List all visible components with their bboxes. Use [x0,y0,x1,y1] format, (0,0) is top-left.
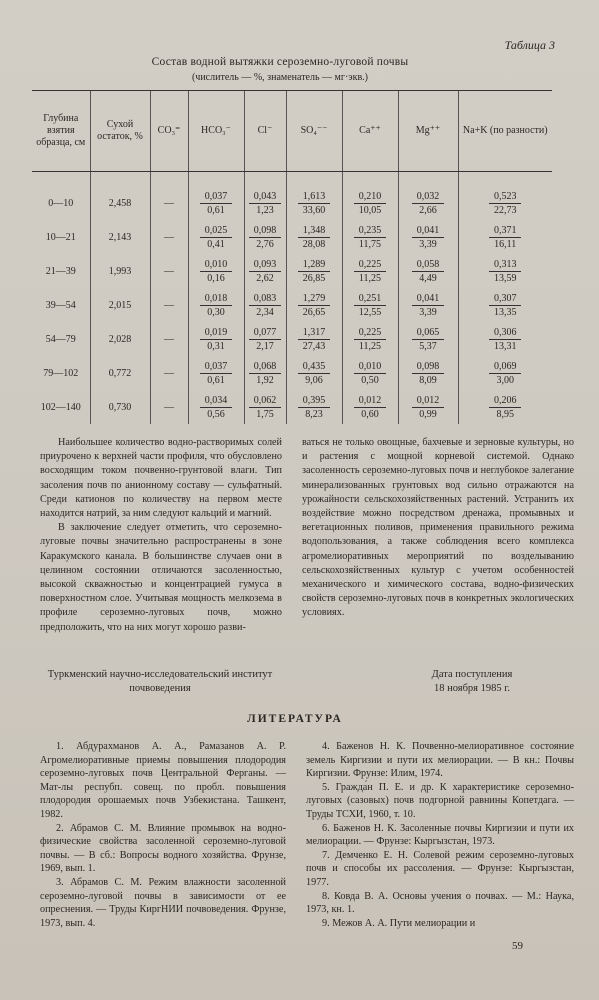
fraction-value [200,190,232,217]
fraction-value [354,360,386,387]
cell-dry: 2,143 [90,220,150,254]
fraction-value [354,224,386,251]
fraction-value [200,394,232,421]
cell-nak [458,322,552,356]
fraction-value [298,292,330,319]
denominator-mg-eq: 0,60 [361,408,379,420]
numerator-percent: 0,313 [489,258,521,272]
fraction-value [412,190,444,217]
numerator-percent: 0,032 [412,190,444,204]
fraction-value [412,258,444,285]
denominator-mg-eq: 4,49 [419,272,437,284]
cell-ca [342,390,398,424]
numerator-percent: 0,098 [412,360,444,374]
cell-cl [244,356,286,390]
cell-so4 [286,322,342,356]
cell-co3: — [150,356,188,390]
denominator-mg-eq: 1,75 [256,408,274,420]
institute-name: Туркменский научно-исследовательский институт почвоведения [47,669,273,694]
denominator-mg-eq: 0,16 [207,272,225,284]
numerator-percent: 0,041 [412,292,444,306]
body-right-column [302,436,574,621]
table-row [32,322,552,356]
denominator-mg-eq: 10,05 [358,204,382,216]
fraction-value [200,360,232,387]
fraction-value [412,326,444,353]
cell-co3: — [150,220,188,254]
column-header: Ca⁺⁺ [342,91,398,172]
numerator-percent: 0,058 [412,258,444,272]
numerator-percent: 0,019 [200,326,232,340]
table-subtitle: (числитель — %, знаменатель — мг·экв.) [191,72,369,83]
cell-nak [458,220,552,254]
cell-nak [458,288,552,322]
fraction-value [412,394,444,421]
numerator-percent: 1,289 [298,258,330,272]
denominator-mg-eq: 3,39 [419,306,437,318]
fraction-value [354,292,386,319]
numerator-percent: 0,018 [200,292,232,306]
reference-entry: 3. Абрамов С. М. Режим влажности засоленной сероземно-луговой почвы в зависимости от ее опреснения. — Труды КиргНИИ почвоведения. Фрунзе, 1973, вып. 4. [40,876,286,929]
table-title: Состав водной вытяжки сероземно-луговой почвы [151,56,409,68]
denominator-mg-eq: 11,75 [358,238,382,250]
denominator-mg-eq: 8,09 [419,374,437,386]
column-header: CO₃⁼ [150,91,188,172]
cell-mg [398,322,458,356]
fraction-value [200,258,232,285]
cell-dry: 0,730 [90,390,150,424]
cell-hco3 [188,172,244,221]
table-row [32,254,552,288]
numerator-percent: 0,012 [354,394,386,408]
fraction-value [298,190,330,217]
table-header-row [32,91,552,172]
numerator-percent: 0,395 [298,394,330,408]
denominator-mg-eq: 33,60 [302,204,326,216]
reference-entry: 1. Абдурахманов А. А., Рамазанов А. Р. Агромелиоративные приемы повышения плодородия сероземно-луговых почв Центральной Ферганы. — Мат-лы респубп. совещ. по пробл. повышения плодородия орошаемых почв Узбекистана. Ташкент, 1982. [40,741,286,820]
cell-so4 [286,288,342,322]
cell-cl [244,254,286,288]
table-row [32,172,552,221]
cell-nak [458,356,552,390]
numerator-percent: 0,371 [489,224,521,238]
denominator-mg-eq: 11,25 [358,272,382,284]
cell-co3: — [150,288,188,322]
numerator-percent: 0,225 [354,258,386,272]
cell-so4 [286,390,342,424]
numerator-percent: 0,077 [249,326,281,340]
denominator-mg-eq: 3,39 [419,238,437,250]
cell-depth: 54—79 [45,333,76,345]
reference-entry: 9. Межов А. А. Пути мелиорации и [322,917,476,929]
table-row [32,390,552,424]
table-label: Таблица 3 [504,38,555,52]
cell-depth: 21—39 [45,265,76,277]
cell-so4 [286,254,342,288]
body-paragraph: Наибольшее количество водно-растворимых солей приурочено к верхней части профиля, что обусловлено восходящим током почвенно-грунтовой влаги. Тип засоления почв по анионному составу — сульфатный. Среди катионов по количеству на первом месте находится натрий, за ним следуют кальций и магний. [40,437,282,520]
cell-ca [342,254,398,288]
denominator-mg-eq: 2,76 [256,238,274,250]
numerator-percent: 0,225 [354,326,386,340]
denominator-mg-eq: 2,17 [256,340,274,352]
reference-entry: 8. Ковда В. А. Основы учения о почвах. — М.: Наука, 1973, кн. 1. [306,890,574,916]
fraction-value [412,224,444,251]
denominator-mg-eq: 26,65 [302,306,326,318]
denominator-mg-eq: 13,59 [494,272,517,284]
denominator-mg-eq: 0,61 [207,204,225,216]
denominator-mg-eq: 0,31 [207,340,225,352]
column-header: Сухой остаток, % [90,91,150,172]
cell-ca [342,288,398,322]
cell-cl [244,390,286,424]
column-header: Mg⁺⁺ [398,91,458,172]
denominator-mg-eq: 1,92 [256,374,274,386]
cell-co3: — [150,390,188,424]
fraction-value [249,190,281,217]
column-header: Cl⁻ [244,91,286,172]
fraction-value [298,394,330,421]
numerator-percent: 0,062 [249,394,281,408]
cell-ca [342,356,398,390]
numerator-percent: 0,034 [200,394,232,408]
fraction-value [249,292,281,319]
denominator-mg-eq: 0,50 [361,374,379,386]
cell-nak [458,254,552,288]
numerator-percent: 1,613 [298,190,330,204]
fraction-value [489,326,521,353]
cell-mg [398,288,458,322]
fraction-value [200,326,232,353]
numerator-percent: 0,041 [412,224,444,238]
numerator-percent: 1,279 [298,292,330,306]
fraction-value [412,360,444,387]
cell-mg [398,356,458,390]
cell-ca [342,220,398,254]
denominator-mg-eq: 0,30 [207,306,225,318]
fraction-value [354,258,386,285]
cell-mg [398,172,458,221]
date-value: 18 ноября 1985 г. [433,683,511,694]
cell-dry: 2,028 [90,322,150,356]
fraction-value [200,224,232,251]
cell-hco3 [188,390,244,424]
page-number: 59 [512,940,523,952]
numerator-percent: 0,037 [200,190,232,204]
denominator-mg-eq: 0,41 [207,238,225,250]
numerator-percent: 0,235 [354,224,386,238]
numerator-percent: 0,093 [249,258,281,272]
fraction-value [489,360,521,387]
column-header: SO₄⁻⁻ [286,91,342,172]
denominator-mg-eq: 8,23 [305,408,323,420]
cell-co3: — [150,172,188,221]
numerator-percent: 0,210 [354,190,386,204]
denominator-mg-eq: 2,34 [256,306,274,318]
cell-hco3 [188,356,244,390]
fraction-value [489,258,521,285]
numerator-percent: 0,010 [200,258,232,272]
table-row [32,220,552,254]
numerator-percent: 1,317 [298,326,330,340]
fraction-value [200,292,232,319]
numerator-percent: 0,306 [489,326,521,340]
cell-dry: 2,458 [90,172,150,221]
cell-so4 [286,220,342,254]
cell-dry: 1,993 [90,254,150,288]
cell-hco3 [188,254,244,288]
denominator-mg-eq: 8,95 [496,408,514,420]
fraction-value [354,190,386,217]
denominator-mg-eq: 2,66 [419,204,437,216]
cell-cl [244,220,286,254]
cell-so4 [286,172,342,221]
cell-hco3 [188,220,244,254]
fraction-value [249,224,281,251]
cell-depth: 10—21 [45,231,76,243]
numerator-percent: 0,043 [249,190,281,204]
cell-depth: 39—54 [45,299,76,311]
denominator-mg-eq: 0,61 [207,374,225,386]
denominator-mg-eq: 2,62 [256,272,274,284]
denominator-mg-eq: 12,55 [358,306,382,318]
numerator-percent: 0,010 [354,360,386,374]
fraction-value [489,292,521,319]
numerator-percent: 0,068 [249,360,281,374]
denominator-mg-eq: 28,08 [302,238,326,250]
references-left-column [40,740,286,930]
date-label: Дата поступления [431,669,513,680]
fraction-value [489,190,521,217]
fraction-value [298,326,330,353]
fraction-value [489,224,521,251]
body-left-column [40,436,282,635]
column-header: Глубина взятия образца, см [32,91,90,172]
denominator-mg-eq: 5,37 [419,340,437,352]
fraction-value [354,326,386,353]
denominator-mg-eq: 1,23 [256,204,274,216]
table-row [32,288,552,322]
reference-entry: 2. Абрамов С. М. Влияние промывок на водно-физические свойства засоленной сероземно-луговой почвы. — В сб.: Вопросы водного хозяйства. Фрунзе, 1969, вып. 1. [40,822,286,875]
column-header: HCO₃⁻ [188,91,244,172]
submission-date [372,668,572,696]
cell-hco3 [188,322,244,356]
fraction-value [249,360,281,387]
denominator-mg-eq: 0,56 [207,408,225,420]
reference-entry: 6. Баженов Н. К. Засоленные почвы Киргизии и пути их мелиорации. — Фрунзе: Кыргызстан, 1973. [306,822,574,848]
denominator-mg-eq: 13,35 [494,306,517,318]
denominator-mg-eq: 27,43 [302,340,326,352]
numerator-percent: 0,025 [200,224,232,238]
fraction-value [489,394,521,421]
references-right-column [306,740,574,930]
denominator-mg-eq: 13,31 [494,340,517,352]
cell-depth: 102—140 [40,401,81,413]
cell-dry: 0,772 [90,356,150,390]
numerator-percent: 0,523 [489,190,521,204]
fraction-value [298,224,330,251]
cell-so4 [286,356,342,390]
reference-entry: 4. Баженов Н. К. Почвенно-мелиоративное состояние земель Киргизии и пути их мелиорации. — В кн.: Почвы Киргизии. Фрунзе: Илим, 1974. [306,741,574,780]
cell-cl [244,322,286,356]
cell-ca [342,322,398,356]
denominator-mg-eq: 0,99 [419,408,437,420]
water-extract-table [32,90,552,424]
cell-nak [458,390,552,424]
cell-co3: — [150,254,188,288]
numerator-percent: 0,065 [412,326,444,340]
cell-mg [398,254,458,288]
cell-mg [398,390,458,424]
fraction-value [298,258,330,285]
cell-mg [398,220,458,254]
cell-depth: 0—10 [48,197,74,209]
fraction-value [412,292,444,319]
cell-cl [244,172,286,221]
denominator-mg-eq: 22,73 [494,204,517,216]
cell-ca [342,172,398,221]
literature-heading: ЛИТЕРАТУРА [247,713,343,725]
denominator-mg-eq: 3,00 [496,374,514,386]
numerator-percent: 0,251 [354,292,386,306]
cell-co3: — [150,322,188,356]
fraction-value [249,326,281,353]
fraction-value [249,394,281,421]
numerator-percent: 0,083 [249,292,281,306]
numerator-percent: 0,435 [298,360,330,374]
cell-cl [244,288,286,322]
denominator-mg-eq: 9,06 [305,374,323,386]
numerator-percent: 0,307 [489,292,521,306]
table-body [32,172,552,425]
fraction-value [354,394,386,421]
body-right-paragraph: ваться не только овощные, бахчевые и зерновые культуры, но и растения с мощной корневой системой. Однако засоленность сероземно-луговых почв и неглубокое залегание минерализованных грунтовых вод сильно отражаются на урожайности сельскохозяйственных растений. Устранить их воздействие можно посредством дренажа, промывных и вегетационных поливов, применения правильного режима водопользования, а также соблюдения всего комплекса агромелиоративных мероприятий по возделыванию сельскохозяйственных культур с учетом особенностей механического и химического состава, водно-физических свойств сероземно-луговых почв в конкретных экологических условиях. [302,437,574,619]
column-header: Na+K (по разности) [458,91,552,172]
reference-entry: 5. Гражда́н П. Е. и др. К характеристике сероземно-луговых (сазовых) почв подгорной равнины Копетдага. — Труды ТСХИ, 1960, т. 10. [306,781,574,820]
fraction-value [298,360,330,387]
cell-nak [458,172,552,221]
numerator-percent: 0,206 [489,394,521,408]
numerator-percent: 0,012 [412,394,444,408]
body-paragraph: В заключение следует отметить, что сероземно-луговые почвы значительно распространены в зоне Каракумского канала. В большинстве случаев они в целинном состоянии отличаются засоленностью, высокой скважностью и концентрацией гумуса в поверхностном слое. Учитывая мощность мелкозема в профиле сероземно-луговых почв, можно предположить, что на них могут хорошо разви- [40,522,282,633]
reference-entry: 7. Демченко Е. Н. Солевой режим сероземно-луговых почв и способы их рассоления. — Фрунзе: Кыргызстан, 1977. [306,849,574,888]
numerator-percent: 0,069 [489,360,521,374]
table-row [32,356,552,390]
cell-dry: 2,015 [90,288,150,322]
numerator-percent: 0,098 [249,224,281,238]
denominator-mg-eq: 16,11 [494,238,517,250]
cell-depth: 79—102 [43,367,79,379]
denominator-mg-eq: 26,85 [302,272,326,284]
numerator-percent: 0,037 [200,360,232,374]
fraction-value [249,258,281,285]
numerator-percent: 1,348 [298,224,330,238]
denominator-mg-eq: 11,25 [358,340,382,352]
cell-hco3 [188,288,244,322]
